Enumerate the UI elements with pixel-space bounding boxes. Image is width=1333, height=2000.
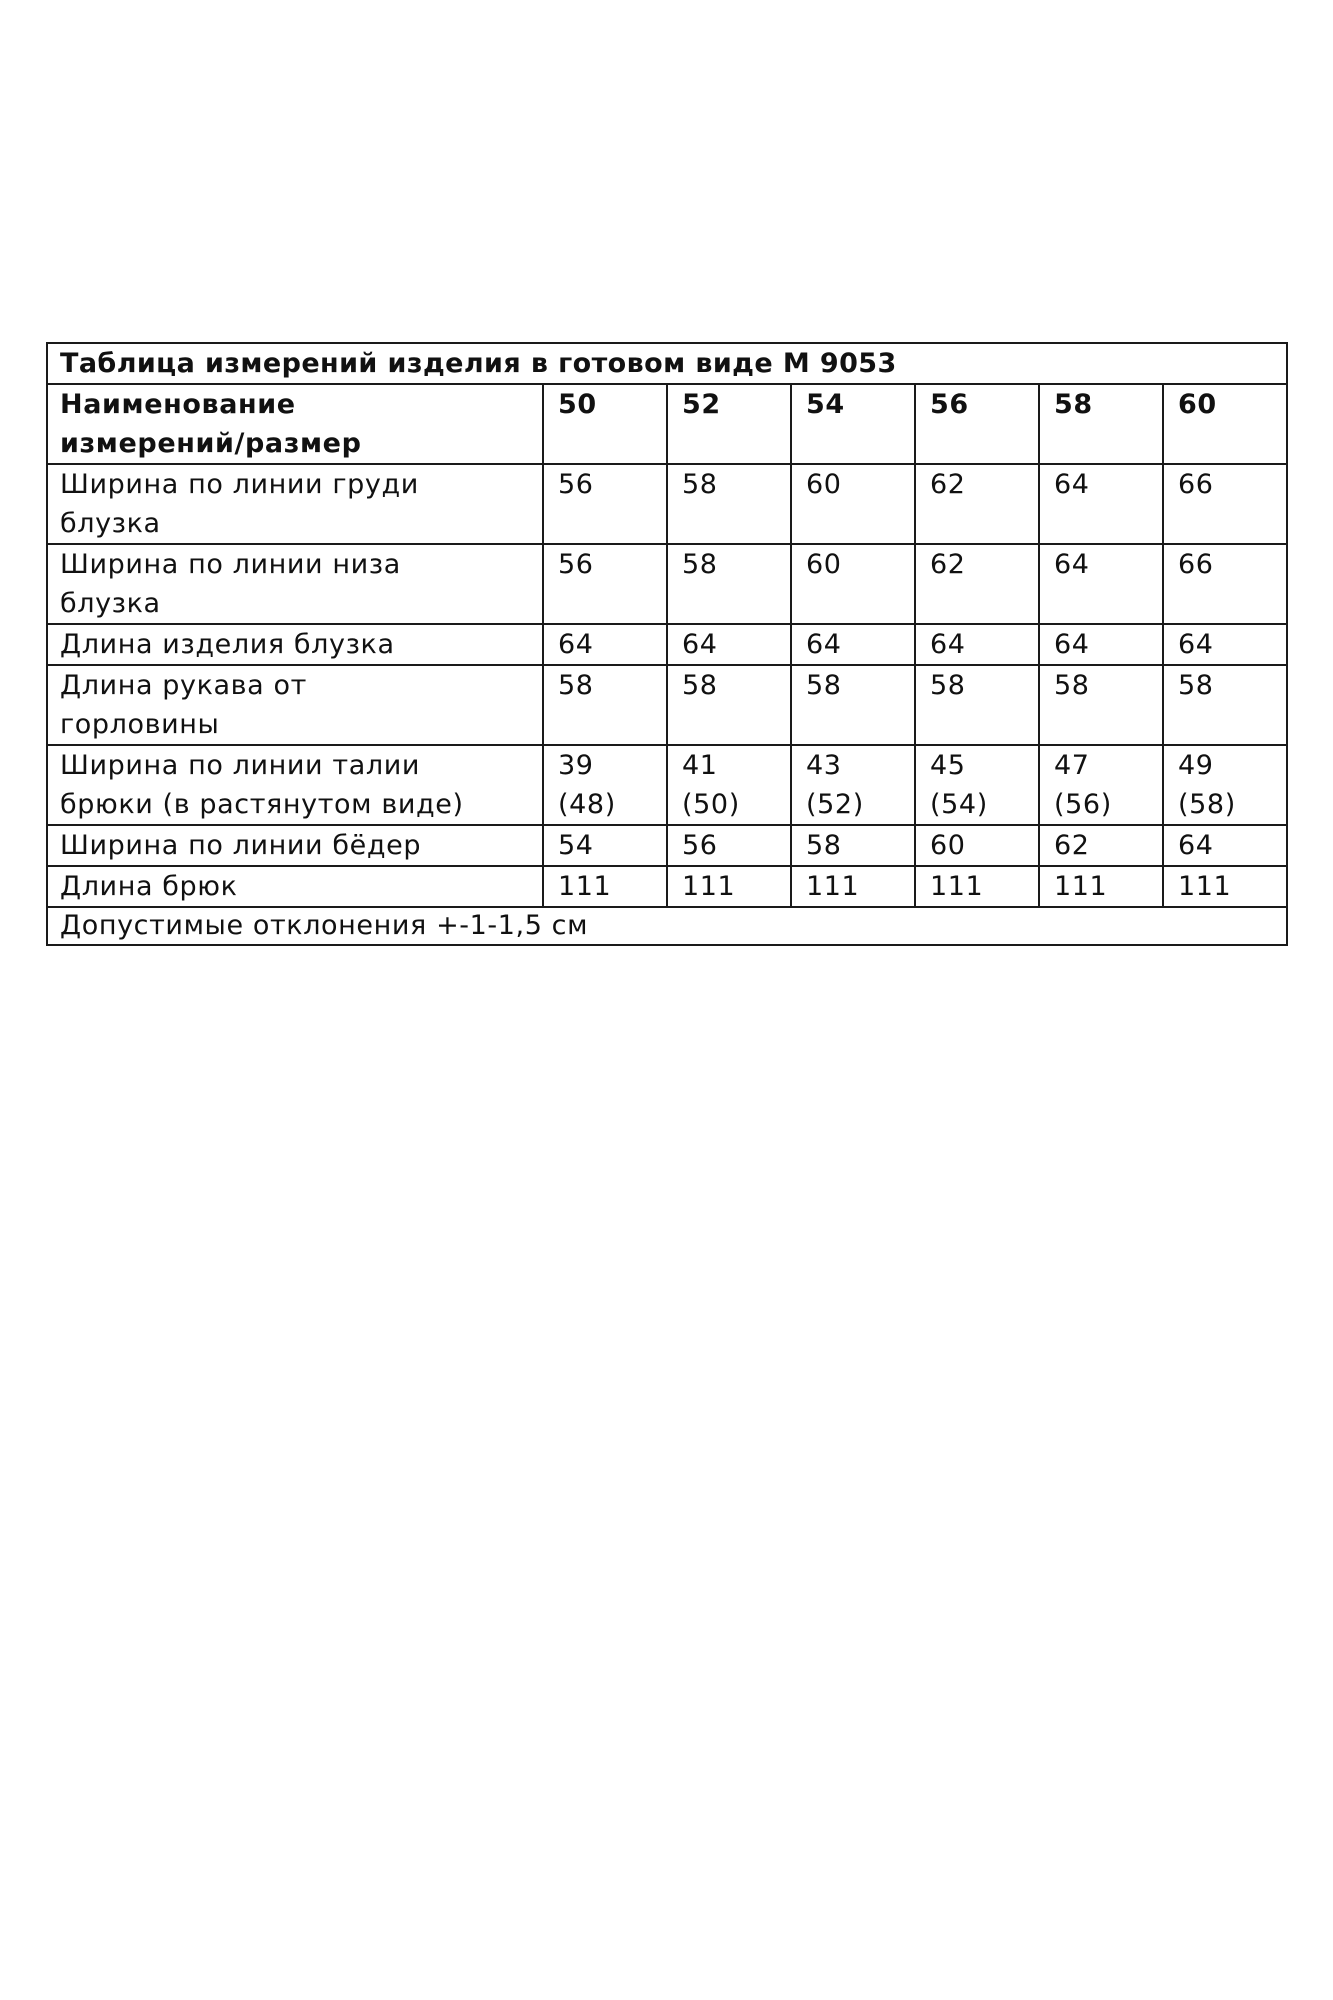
row-value: 58 — [915, 665, 1039, 745]
row-value: 56 — [543, 544, 667, 624]
row-value: 64 — [915, 624, 1039, 665]
row-label: Длина изделия блузка — [47, 624, 543, 665]
measurements-table — [46, 342, 1288, 946]
table-title: Таблица измерений изделия в готовом виде М 9053 — [47, 343, 1287, 384]
row-label: Ширина по линии низа блузка — [47, 544, 543, 624]
row-value: 62 — [1039, 825, 1163, 866]
row-value: 64 — [1039, 544, 1163, 624]
row-label: Ширина по линии груди блузка — [47, 464, 543, 544]
table-row — [47, 544, 1287, 624]
header-size: 50 — [543, 384, 667, 464]
table-title-row — [47, 343, 1287, 384]
row-value: 58 — [1039, 665, 1163, 745]
row-value: 64 — [1039, 624, 1163, 665]
header-size: 56 — [915, 384, 1039, 464]
table-header-row — [47, 384, 1287, 464]
row-label: Длина рукава от горловины — [47, 665, 543, 745]
row-label: Ширина по линии бёдер — [47, 825, 543, 866]
row-value: 62 — [915, 464, 1039, 544]
row-value: 66 — [1163, 464, 1287, 544]
row-value: 111 — [915, 866, 1039, 907]
row-value: 54 — [543, 825, 667, 866]
row-value: 111 — [1163, 866, 1287, 907]
row-value: 58 — [667, 544, 791, 624]
row-value: 111 — [791, 866, 915, 907]
row-label: Длина брюк — [47, 866, 543, 907]
row-value: 60 — [791, 464, 915, 544]
row-value: 56 — [667, 825, 791, 866]
header-size: 58 — [1039, 384, 1163, 464]
row-value: 45 (54) — [915, 745, 1039, 825]
row-value: 111 — [543, 866, 667, 907]
row-value: 39 (48) — [543, 745, 667, 825]
header-label: Наименование измерений/размер — [47, 384, 543, 464]
row-value: 64 — [791, 624, 915, 665]
row-value: 111 — [1039, 866, 1163, 907]
row-value: 60 — [915, 825, 1039, 866]
header-size: 60 — [1163, 384, 1287, 464]
table-row — [47, 866, 1287, 907]
row-value: 62 — [915, 544, 1039, 624]
table-row — [47, 665, 1287, 745]
table-row — [47, 745, 1287, 825]
row-value: 58 — [543, 665, 667, 745]
row-value: 58 — [667, 665, 791, 745]
row-value: 60 — [791, 544, 915, 624]
row-value: 64 — [543, 624, 667, 665]
tolerance-note: Допустимые отклонения +-1-1,5 см — [47, 907, 1287, 945]
row-value: 58 — [667, 464, 791, 544]
header-size: 52 — [667, 384, 791, 464]
table-row — [47, 624, 1287, 665]
row-value: 41 (50) — [667, 745, 791, 825]
row-value: 64 — [1163, 825, 1287, 866]
row-value: 58 — [1163, 665, 1287, 745]
table-row — [47, 825, 1287, 866]
table-footer-row — [47, 907, 1287, 945]
row-value: 58 — [791, 825, 915, 866]
row-value: 64 — [667, 624, 791, 665]
row-value: 47 (56) — [1039, 745, 1163, 825]
header-size: 54 — [791, 384, 915, 464]
row-value: 64 — [1163, 624, 1287, 665]
row-label: Ширина по линии талии брюки (в растянутом виде) — [47, 745, 543, 825]
row-value: 49 (58) — [1163, 745, 1287, 825]
row-value: 43 (52) — [791, 745, 915, 825]
row-value: 64 — [1039, 464, 1163, 544]
table-row — [47, 464, 1287, 544]
row-value: 56 — [543, 464, 667, 544]
size-chart — [46, 342, 1288, 946]
row-value: 111 — [667, 866, 791, 907]
row-value: 58 — [791, 665, 915, 745]
row-value: 66 — [1163, 544, 1287, 624]
